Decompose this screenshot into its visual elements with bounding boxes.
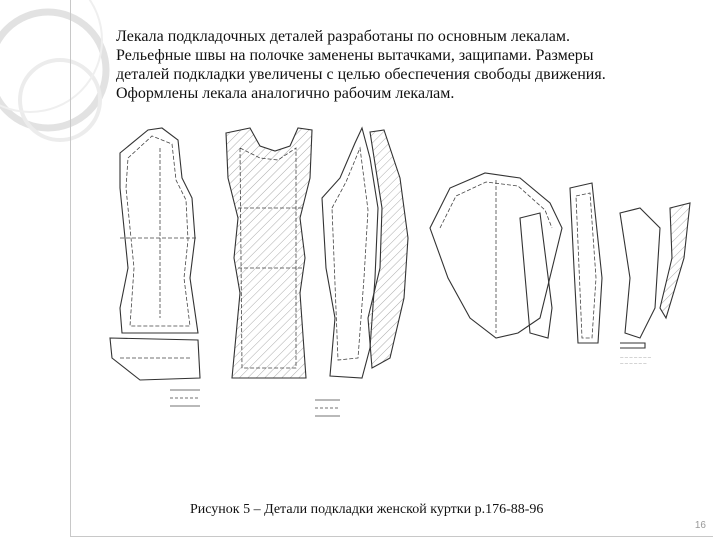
- paragraph-line: деталей подкладки увеличены с целью обеспечения свободы движения.: [116, 66, 606, 83]
- figure-caption: Рисунок 5 – Детали подкладки женской куртки р.176-88-96: [190, 502, 544, 517]
- paragraph-line: Лекала подкладочных деталей разработаны по основным лекалам.: [116, 28, 570, 45]
- front-panel-pattern: [110, 128, 200, 380]
- sleeve-pattern: [430, 173, 602, 343]
- page-number: 16: [694, 520, 706, 531]
- side-panel-pattern: [315, 128, 408, 416]
- svg-text:— — — — — — —: — — — — — — —: [620, 355, 652, 359]
- paragraph-line: Рельефные швы на полочке заменены вытачками, защипами. Размеры: [116, 47, 594, 64]
- pattern-drawing: [100, 118, 710, 498]
- paragraph-line: Оформлены лекала аналогично рабочим лекалам.: [116, 85, 455, 102]
- body-paragraph: [116, 27, 706, 103]
- sleeve-part-pattern: [620, 203, 690, 365]
- svg-text:— — — — — —: — — — — — —: [620, 361, 647, 365]
